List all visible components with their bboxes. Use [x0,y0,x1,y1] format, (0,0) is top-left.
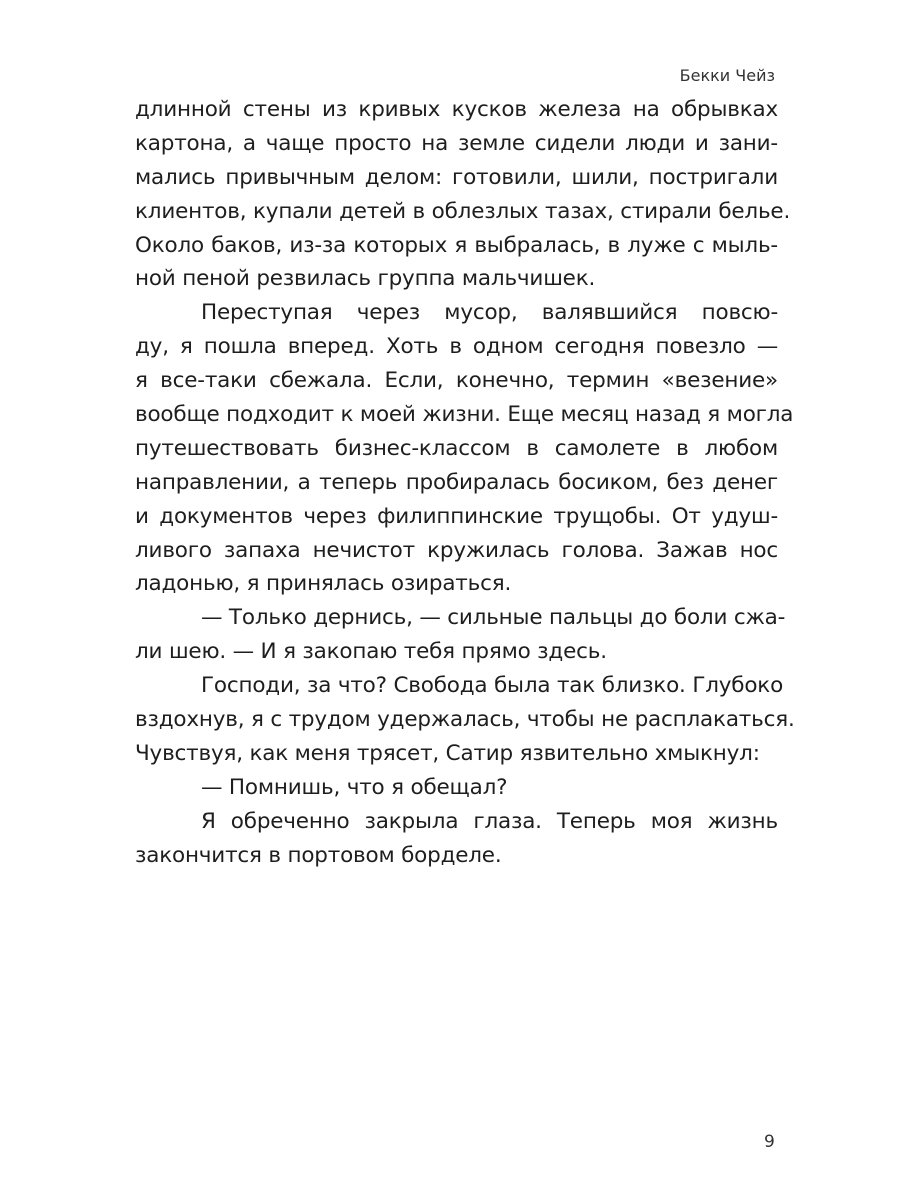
text-line: ливого запаха нечистот кружилась голова. Зажав нос [135,537,778,563]
text-line: путешествовать бизнес-классом в самолете в любом [135,435,778,461]
text-line: — Только дернись, — сильные пальцы до боли сжа- [201,605,786,631]
body-text [135,93,795,872]
text-line: мались привычным делом: готовили, шили, постригали [135,164,778,190]
running-header-author: Бекки Чейз [679,66,775,85]
text-line: клиентов, купали детей в облезлых тазах, стирали белье. [135,198,791,224]
text-line: и документов через филиппинские трущобы. От удуш- [135,503,778,529]
text-line: Переступая через мусор, валявшийся повсю- [201,300,778,326]
text-line: длинной стены из кривых кусков железа на обрывках [135,97,778,122]
page-number: 9 [764,1132,775,1152]
text-line: ли шею. — И я закопаю тебя прямо здесь. [135,639,607,665]
text-line: Чувствуя, как меня трясет, Сатир язвительно хмыкнул: [135,740,760,766]
text-line: ной пеной резвилась группа мальчишек. [135,266,596,292]
text-line: картона, а чаще просто на земле сидели люди и зани- [135,130,778,156]
text-line: Господи, за что? Свобода была так близко. Глубоко [201,673,784,699]
text-line: ладонью, я принялась озираться. [135,571,512,597]
text-line: направлении, а теперь пробиралась босиком, без денег [135,469,778,495]
text-line: Я обреченно закрыла глаза. Теперь моя жизнь [201,808,778,834]
text-line: Около баков, из-за которых я выбралась, в луже с мыль- [135,232,778,258]
text-line: закончится в портовом борделе. [135,842,502,868]
text-line: вообще подходит к моей жизни. Еще месяц назад я могла [135,402,794,428]
text-line: вздохнув, я с трудом удержалась, чтобы не расплакаться. [135,707,795,733]
text-line: ду, я пошла вперед. Хоть в одном сегодня повезло — [135,334,778,360]
text-line: я все-таки сбежала. Если, конечно, термин «везение» [135,368,778,394]
text-line: — Помнишь, что я обещал? [201,774,508,800]
